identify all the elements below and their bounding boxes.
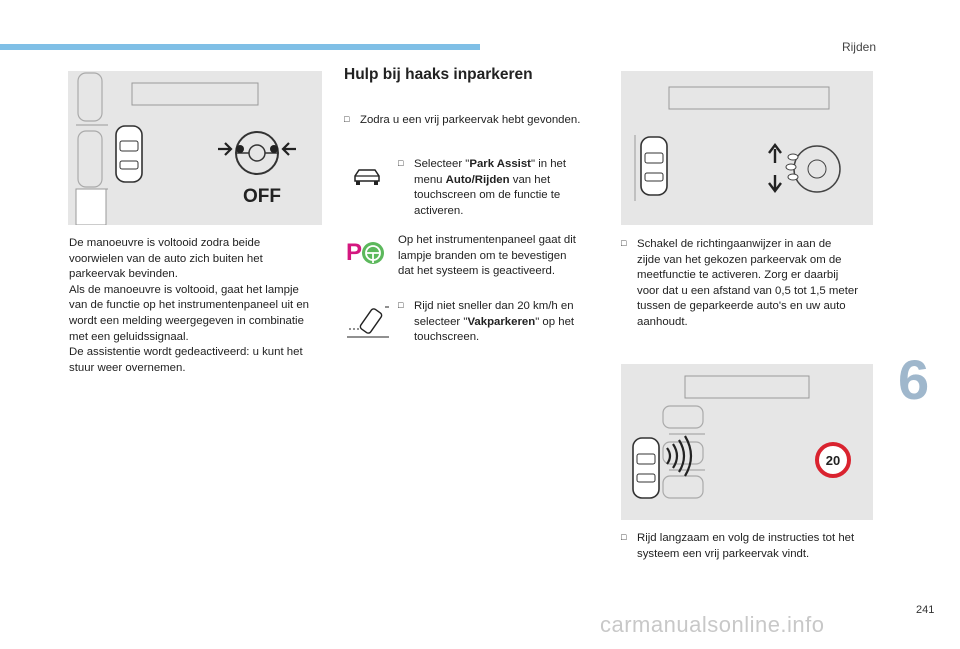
chapter-tab [890, 345, 960, 415]
text-line: De assistentie wordt gedeactiveerd: u kunt het [69, 346, 303, 359]
text-line: systeem een vrij parkeervak vindt. [637, 547, 810, 560]
step-1 [344, 112, 614, 129]
left-paragraph [69, 236, 329, 376]
header-accent-bar [0, 44, 480, 50]
step-2 [398, 156, 608, 219]
off-label: OFF [243, 186, 281, 207]
own-car-icon [641, 137, 667, 195]
page-title: Hulp bij haaks inparkeren [344, 66, 533, 83]
own-car-icon [116, 126, 142, 182]
watermark: carmanualsonline.info [600, 612, 825, 637]
chapter-number: 6 [898, 348, 930, 411]
svg-text:P: P [346, 239, 363, 266]
illustration-signal [621, 71, 873, 225]
perpendicular-parking-icon [345, 303, 391, 344]
step-3-text: Rijd niet sneller dan 20 km/h en [414, 300, 574, 312]
step-2-text: touchscreen om de functie te [414, 189, 561, 202]
text-line: aanhoudt. [637, 315, 688, 328]
step-2-text: " in het [530, 158, 567, 170]
step-3-text: selecteer " [414, 315, 468, 328]
checkbox-bullet-icon: □ [621, 532, 627, 542]
step-3-text: touchscreen. [414, 331, 480, 344]
vakparkeren-label: Vakparkeren [467, 315, 536, 328]
text-line: parkeervak bevinden. [69, 268, 178, 281]
text-line: Schakel de richtingaanwijzer in aan de [637, 238, 832, 250]
info-paragraph [398, 233, 608, 280]
text-line: met een geluidssignaal. [69, 330, 189, 343]
speed-limit-value: 20 [825, 453, 841, 468]
step-2-text: menu [414, 173, 446, 186]
text-line: lampje branden om te bevestigen [398, 249, 567, 262]
turn-signal-arrow-icon [769, 145, 781, 191]
text-line: tussen de geparkeerde auto's en uw auto [637, 300, 846, 313]
text-line: Op het instrumentenpaneel gaat dit [398, 234, 576, 246]
steering-wheel-icon [786, 146, 840, 192]
text-line: De manoeuvre is voltooid zodra beide [69, 237, 261, 249]
checkbox-bullet-icon: □ [621, 238, 627, 248]
speed-limit-sign-icon [817, 444, 849, 476]
text-line: stuur weer overnemen. [69, 361, 186, 374]
step-2-text: activeren. [414, 204, 464, 217]
text-line: voorwielen van de auto zich buiten het [69, 252, 263, 265]
step-3-text: " op het [535, 315, 575, 328]
illustration-scan [621, 364, 873, 520]
text-line: meetfunctie te activeren. Zorg er daarbij [637, 269, 839, 282]
text-line: Als de manoeuvre is voltooid, gaat het lampje [69, 283, 299, 296]
park-assist-label: Park Assist [469, 158, 531, 170]
parking-exit-diagram [68, 71, 322, 225]
step-2-text: Selecteer " [414, 158, 470, 170]
text-line: wordt een melding weergegeven in combinatie [69, 314, 304, 327]
step-2-text: van het [509, 173, 551, 186]
own-car-icon [633, 438, 659, 498]
step-1-text: Zodra u een vrij parkeervak hebt gevonden. [360, 114, 581, 126]
parked-car-outline-icon [78, 73, 102, 187]
step-4 [621, 236, 881, 331]
text-line: dat het systeem is geactiveerd. [398, 265, 556, 278]
step-5 [621, 530, 881, 562]
car-outline-icon [352, 167, 382, 192]
checkbox-bullet-icon: □ [398, 300, 404, 310]
illustration-parking-exit [68, 71, 322, 225]
checkbox-bullet-icon: □ [398, 158, 404, 168]
text-line: voor dat u een afstand van 0,5 tot 1,5 meter [637, 284, 858, 297]
park-assist-indicator-icon [346, 236, 386, 273]
section-title: Rijden [841, 40, 876, 54]
text-line: zijde van het gekozen parkeervak om de [637, 253, 842, 266]
text-line: Rijd langzaam en volg de instructies tot het [637, 532, 855, 544]
steering-wheel-icon [218, 132, 296, 174]
text-line: van de functie op het instrumentenpaneel uit en [69, 299, 310, 312]
step-3 [398, 298, 608, 346]
auto-rijden-label: Auto/Rijden [445, 173, 510, 186]
checkbox-bullet-icon: □ [344, 114, 350, 124]
page-number: 241 [916, 604, 935, 616]
